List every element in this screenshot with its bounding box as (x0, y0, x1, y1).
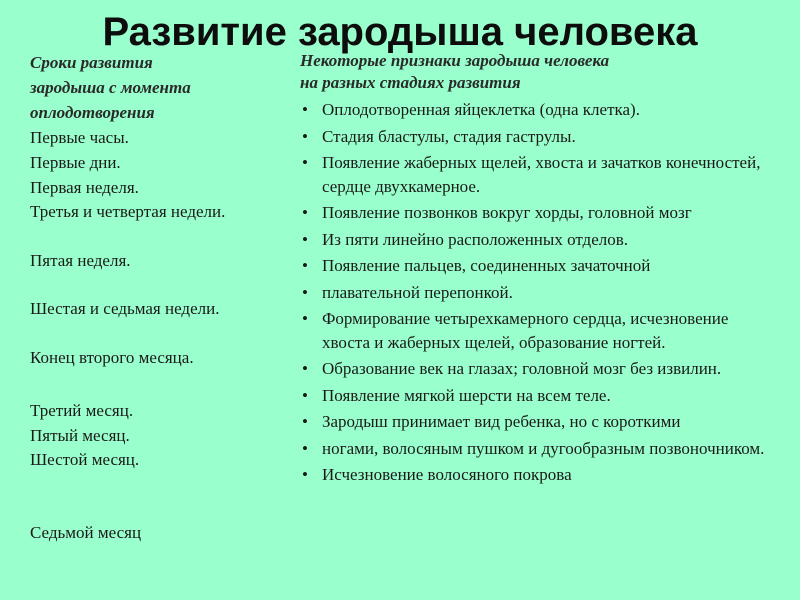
bullet-icon: • (302, 385, 308, 405)
list-item-text: Появление пальцев, соединенных зачаточной (322, 256, 651, 275)
list-item-text: Из пяти линейно расположенных отделов. (322, 229, 628, 249)
list-item-text: плавательной перепонкой. (322, 282, 513, 302)
right-column-header (300, 50, 780, 94)
bullet-icon: • (302, 203, 308, 222)
bullet-icon: • (302, 126, 308, 146)
right-header-line: на разных стадиях развития (300, 73, 521, 92)
term-item: Пятая неделя. (30, 251, 131, 270)
left-column (30, 50, 292, 542)
list-item-text: Оплодотворенная яйцеклетка (одна клетка). (322, 100, 640, 119)
slide-title: Развитие зародыша человека (102, 10, 698, 54)
term-item: Первая неделя. (30, 178, 139, 197)
left-header-line: оплодотворения (30, 103, 155, 122)
right-header-line: Некоторые признаки зародыша человека (300, 51, 610, 70)
bullet-icon: • (302, 438, 308, 458)
left-header-line: зародыша с момента (30, 78, 191, 97)
bullet-icon: • (302, 256, 308, 275)
list-item (300, 254, 780, 278)
list-item (300, 307, 780, 354)
term-item: Конец второго месяца. (30, 348, 194, 367)
term-item: Пятый месяц. (30, 426, 130, 445)
list-item (300, 410, 780, 434)
list-item (300, 357, 780, 381)
left-column-header (30, 50, 292, 125)
list-item (300, 281, 780, 305)
term-item: Первые часы. (30, 128, 129, 147)
bullet-icon: • (302, 282, 308, 302)
term-item: Шестой месяц. (30, 450, 140, 469)
term-item: Третья и четвертая недели. (30, 202, 226, 221)
list-item-text: Исчезновение волосяного покрова (322, 465, 572, 484)
list-item (300, 228, 780, 252)
bullet-icon: • (302, 465, 308, 484)
bullet-icon: • (302, 153, 308, 172)
list-item (300, 437, 780, 461)
list-item-text: Появление позвонков вокруг хорды, головной мозг (322, 203, 692, 222)
term-item: Первые дни. (30, 153, 121, 172)
list-item-text: Образование век на глазах; головной мозг без извилин. (322, 359, 722, 378)
list-item (300, 384, 780, 408)
list-item (300, 98, 780, 122)
list-item-text: Зародыш принимает вид ребенка, но с короткими (322, 412, 681, 431)
list-item-text: Формирование четырехкамерного сердца, исчезновение хвоста и жаберных щелей, образование ногтей. (322, 309, 729, 352)
list-item (300, 463, 780, 487)
term-item: Шестая и седьмая недели. (30, 299, 220, 318)
term-item: Третий месяц. (30, 401, 134, 420)
bullet-icon: • (302, 309, 308, 328)
bullet-icon: • (302, 359, 308, 378)
bullet-icon: • (302, 100, 308, 119)
list-item-text: Появление мягкой шерсти на всем теле. (322, 385, 611, 405)
list-item (300, 151, 780, 198)
list-item-text: Стадия бластулы, стадия гаструлы. (322, 126, 576, 146)
left-header-line: Сроки развития (30, 53, 153, 72)
list-item (300, 201, 780, 225)
list-item-text: ногами, волосяным пушком и дугообразным позвоночником. (322, 438, 765, 458)
term-item: Седьмой месяц (30, 523, 142, 542)
bullet-icon: • (302, 412, 308, 431)
list-item (300, 125, 780, 149)
signs-list (300, 98, 780, 490)
right-column (300, 50, 780, 484)
bullet-icon: • (302, 229, 308, 249)
list-item-text: Появление жаберных щелей, хвоста и зачатков конечностей, сердце двухкамерное. (322, 153, 761, 196)
